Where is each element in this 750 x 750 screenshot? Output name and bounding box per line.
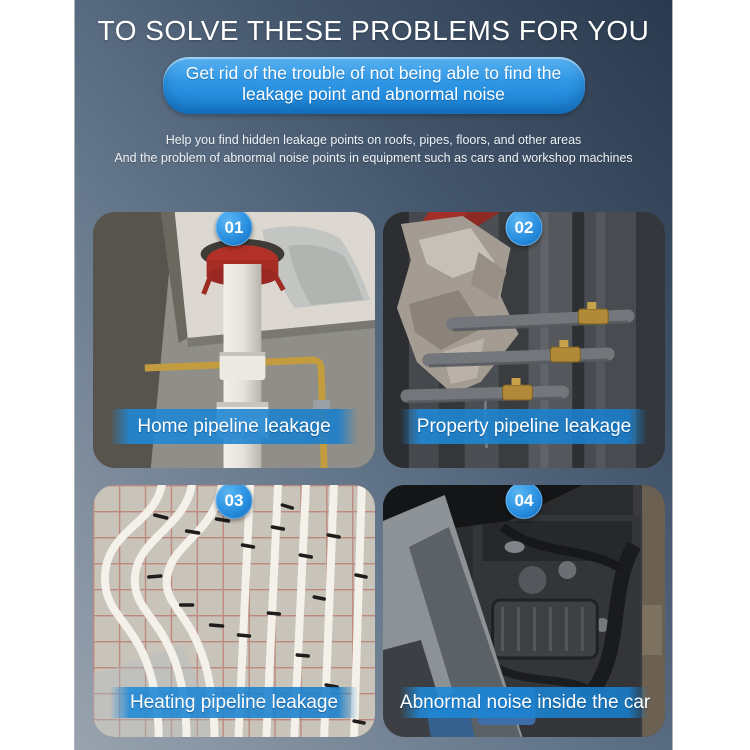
description-text [75,131,672,167]
card-car-engine [383,485,665,737]
headline-banner [163,57,585,115]
caption-property-pipeline: Property pipeline leakage [400,409,648,444]
card-heating-pipeline [93,485,375,737]
photo-grid [93,212,665,737]
card-home-pipeline [93,212,375,468]
poster-background [75,0,672,750]
caption-home-pipeline: Home pipeline leakage [110,409,358,444]
description-line1: Help you find hidden leakage points on roofs, pipes, floors, and other areas [165,133,582,148]
headline-banner-line2: leakage point and abnormal noise [242,84,505,105]
page-title: TO SOLVE THESE PROBLEMS FOR YOU [97,15,650,46]
description-line2: And the problem of abnormal noise points in equipment such as cars and workshop machines [114,151,633,166]
badge-number-02: 02 [506,212,543,246]
caption-car-engine: Abnormal noise inside the car [400,687,648,718]
badge-number-03: 03 [216,485,253,519]
card-property-pipeline [383,212,665,468]
headline-banner-line1: Get rid of the trouble of not being able to find the [185,62,562,83]
badge-number-01: 01 [216,212,253,246]
badge-number-04: 04 [506,485,543,519]
caption-heating-pipeline: Heating pipeline leakage [110,687,358,718]
